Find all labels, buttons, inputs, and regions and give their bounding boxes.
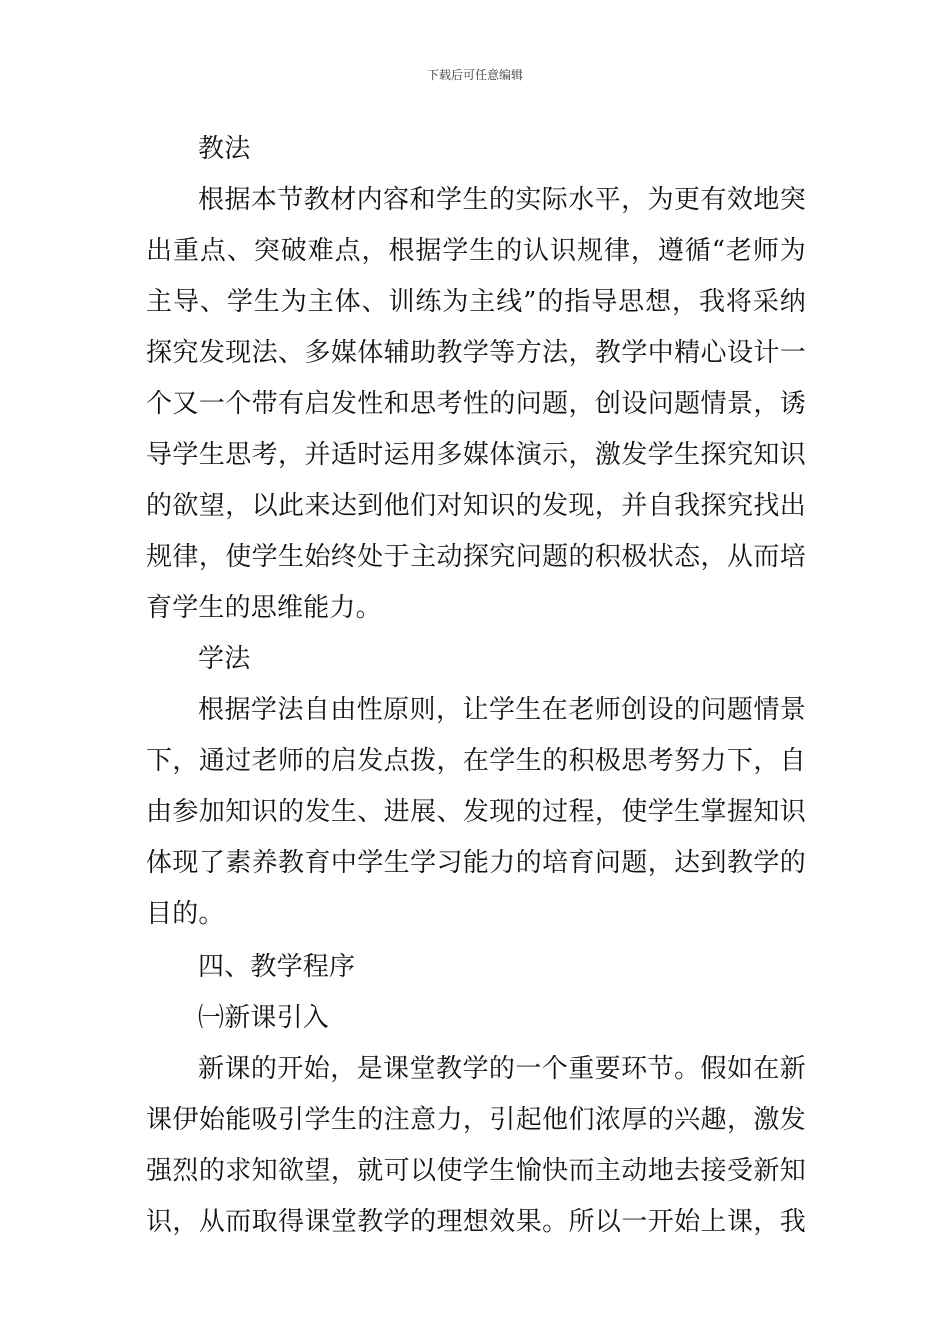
paragraph-line: 课伊始能吸引学生的注意力，引起他们浓厚的兴趣，激发 <box>146 1105 806 1135</box>
page-header-note: 下载后可任意编辑 <box>426 68 523 82</box>
paragraph-line: 导学生思考，并适时运用多媒体演示，激发学生探究知识 <box>146 440 806 470</box>
paragraph-line: 主导、学生为主体、训练为主线”的指导思想，我将采纳 <box>146 287 806 317</box>
paragraph-line: 下，通过老师的启发点拨，在学生的积极思考努力下，自 <box>146 746 806 776</box>
paragraph-line: 强烈的求知欲望，就可以使学生愉快而主动地去接受新知 <box>146 1156 806 1186</box>
paragraph-line: 探究发现法、多媒体辅助教学等方法，教学中精心设计一 <box>146 338 806 368</box>
section-heading-learning-method: 学法 <box>198 644 251 674</box>
section-heading-teaching-method: 教法 <box>198 134 251 164</box>
paragraph-line: 目的。 <box>146 899 225 929</box>
paragraph-line: 育学生的思维能力。 <box>146 593 382 623</box>
paragraph-line: 出重点、突破难点，根据学生的认识规律，遵循“老师为 <box>146 236 806 266</box>
subsection-heading-new-lesson-intro: ㈠新课引入 <box>198 1003 330 1033</box>
paragraph-line: 根据本节教材内容和学生的实际水平，为更有效地突 <box>198 185 806 215</box>
paragraph-line: 新课的开始，是课堂教学的一个重要环节。假如在新 <box>198 1054 806 1084</box>
paragraph-line: 体现了素养教育中学生学习能力的培育问题，达到教学的 <box>146 848 806 878</box>
paragraph-line: 识，从而取得课堂教学的理想效果。所以一开始上课，我 <box>146 1207 806 1237</box>
document-body <box>146 124 806 1248</box>
section-heading-procedure: 四、教学程序 <box>198 952 356 982</box>
paragraph-line: 规律，使学生始终处于主动探究问题的积极状态，从而培 <box>146 542 806 572</box>
paragraph-line: 的欲望，以此来达到他们对知识的发现，并自我探究找出 <box>146 491 806 521</box>
paragraph-line: 个又一个带有启发性和思考性的问题，创设问题情景，诱 <box>146 389 806 419</box>
paragraph-line: 由参加知识的发生、进展、发现的过程，使学生掌握知识 <box>146 797 806 827</box>
paragraph-line: 根据学法自由性原则，让学生在老师创设的问题情景 <box>198 695 806 725</box>
